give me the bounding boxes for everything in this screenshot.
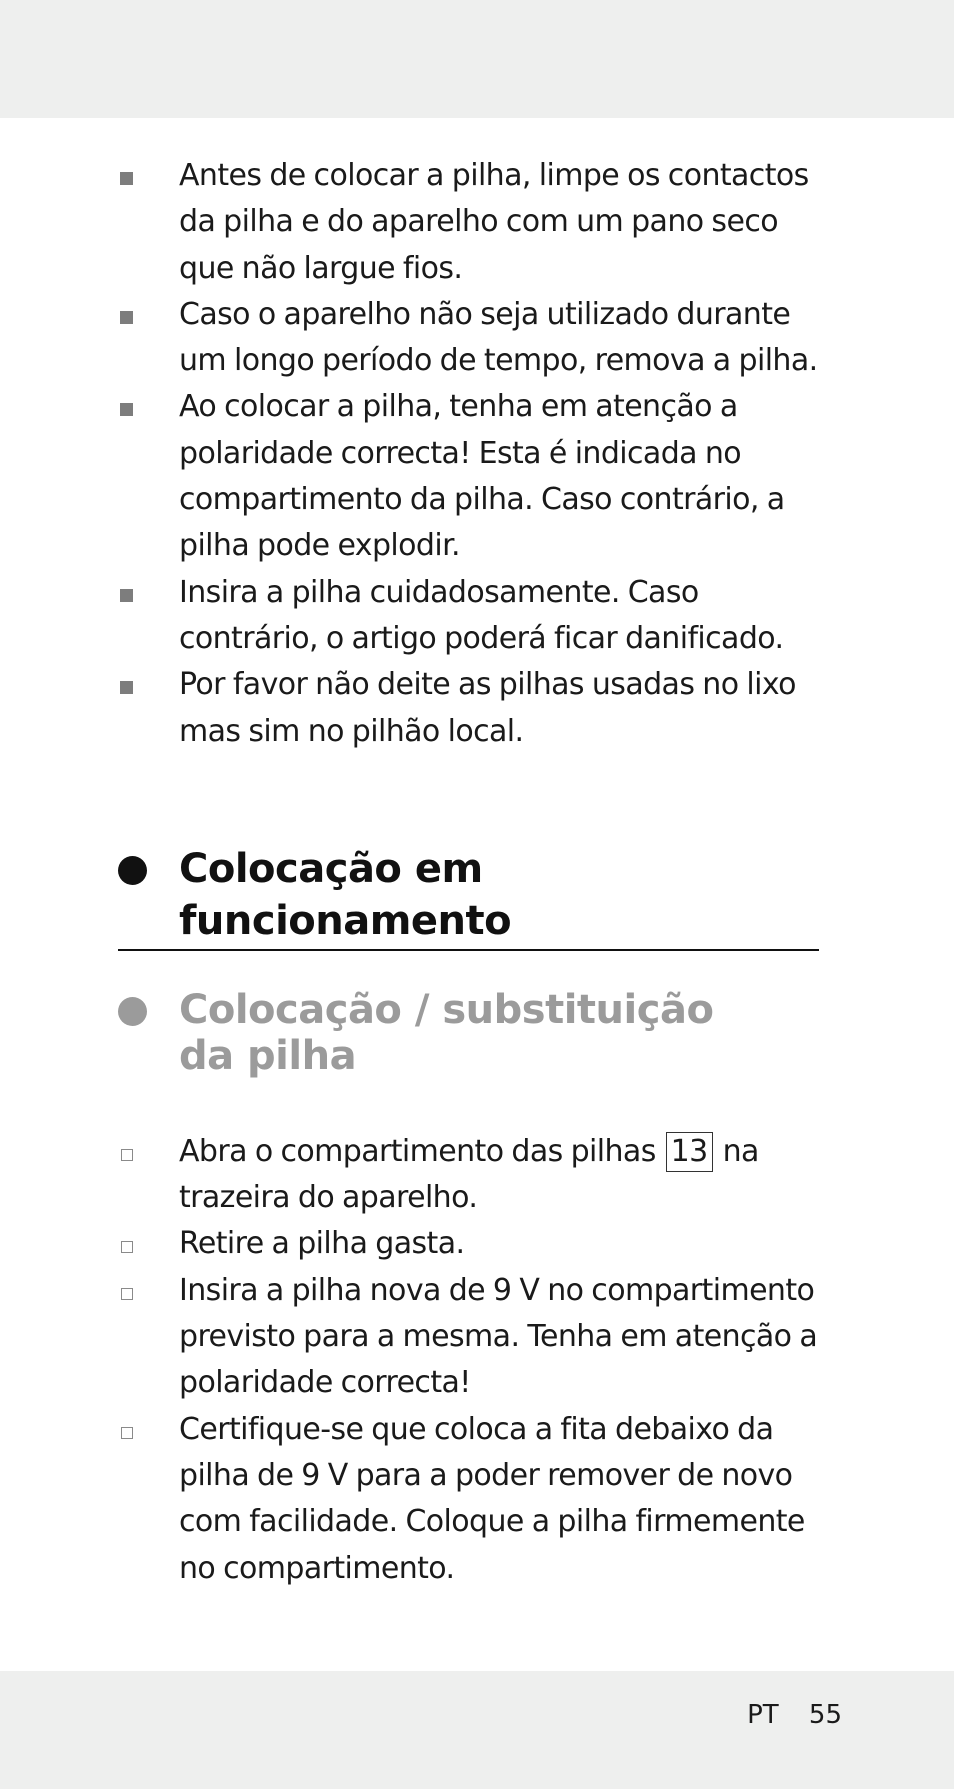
square-bullet-icon: [120, 681, 133, 694]
step-text: Insira a pilha nova de 9 V no compartimento previsto para a mesma. Tenha em atenção a polaridade correcta!: [179, 1272, 818, 1401]
steps-list: [118, 1129, 838, 1592]
square-bullet-icon: [120, 403, 133, 416]
square-bullet-icon: [120, 311, 133, 324]
step-text: na trazeira do aparelho.: [179, 1133, 759, 1216]
header-band: [0, 0, 954, 118]
footer-band: [0, 1671, 954, 1789]
step-text: Certifique-se que coloca a fita debaixo da pilha de 9 V para a poder remover de novo com facilidade. Coloque a pilha firmemente no compartimento.: [179, 1411, 805, 1586]
subsection-heading: [118, 987, 739, 1079]
checkbox-square-icon: [121, 1288, 133, 1300]
checkbox-square-icon: [121, 1427, 133, 1439]
list-item: [118, 662, 838, 755]
square-bullet-icon: [120, 172, 133, 185]
list-item-text: Ao colocar a pilha, tenha em atenção a polaridade correcta! Esta é indicada no compartimento da pilha. Caso contrário, a pilha pode explodir.: [179, 389, 785, 564]
section-heading-text: Colocação em funcionamento: [179, 845, 512, 944]
step-text: Retire a pilha gasta.: [179, 1226, 465, 1262]
list-item: [118, 153, 838, 292]
list-item: [118, 384, 838, 569]
step-item: [118, 1221, 838, 1267]
precautions-list: [118, 153, 838, 755]
list-item-text: Por favor não deite as pilhas usadas no lixo mas sim no pilhão local.: [179, 667, 796, 749]
checkbox-square-icon: [121, 1149, 133, 1161]
list-item: [118, 292, 838, 385]
step-item: [118, 1407, 838, 1592]
filled-circle-icon: [118, 856, 147, 885]
section-heading: [118, 843, 819, 951]
filled-circle-icon: [118, 997, 147, 1026]
component-reference-badge: 13: [666, 1132, 713, 1172]
step-text: Abra o compartimento das pilhas: [179, 1133, 656, 1169]
page-number: 55: [808, 1700, 842, 1730]
footer-language: PT: [747, 1700, 779, 1730]
page-footer: [747, 1700, 842, 1730]
list-item-text: Caso o aparelho não seja utilizado durante um longo período de tempo, remova a pilha.: [179, 296, 818, 379]
list-item-text: Antes de colocar a pilha, limpe os contactos da pilha e do aparelho com um pano seco que não largue fios.: [179, 158, 809, 286]
checkbox-square-icon: [121, 1241, 133, 1253]
step-item: [118, 1129, 838, 1222]
list-item: [118, 570, 838, 663]
page-content: [118, 153, 838, 1592]
list-item-text: Insira a pilha cuidadosamente. Caso contrário, o artigo poderá ficar danificado.: [179, 574, 784, 656]
subsection-heading-text: Colocação / substituição da pilha: [179, 986, 714, 1079]
square-bullet-icon: [120, 589, 133, 602]
step-item: [118, 1268, 838, 1407]
